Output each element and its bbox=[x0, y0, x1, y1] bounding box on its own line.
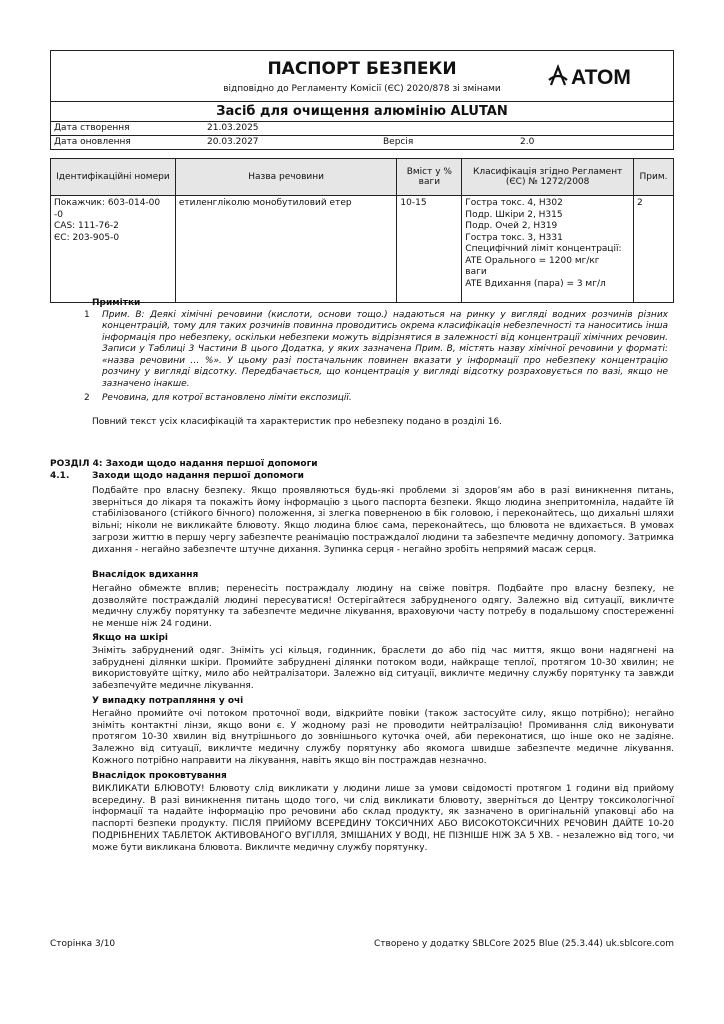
cell-substance-name: етиленгліколю монобутиловий етер bbox=[175, 196, 397, 303]
svg-text:ATOM: ATOM bbox=[571, 66, 631, 89]
first-aid-intro: Подбайте про власну безпеку. Якщо проявляються будь-які проблеми зі здоров’ям або в разі виникнення питань, зверніться до лікаря та покажіть йому інформацію з цього паспорта безпеки. Якщо людина знепритомніла, надайте їй стабілізованого (стійкого бічного) положення, зі злегка поверненою в бік головою, і переконайтесь, що дихальні шляхи вільні; ніколи не викликайте блювоту. Якщо людина блює сама, переконайтесь, що блювота не вдихається. В умовах загрози життю в першу чергу забезпечте реанімацію постраждалої людини та забезпечте медичну допомогу. Затримка дихання - негайно забезпечте штучне дихання. Зупинка серця - негайно зробіть непрямий масаж серця. bbox=[92, 486, 674, 555]
cell-content: 10-15 bbox=[397, 196, 462, 303]
ingestion-text: ВИКЛИКАТИ БЛЮВОТУ! Блювоту слід викликати у людини лише за умови свідомості протягом 1 години від прийому всередину. В разі виникнення питань щодо того, чи слід викликати блювоту, зверніться до Центру токсикологічної інформації та надайте інформацію про речовини або склад продукту, як зазначено в оригінальній упаковці або на паспорті безпеки продукту. ПІСЛЯ ПРИЙОМУ ВСЕРЕДИНУ ТОКСИЧНИХ АБО ВИСОКОТОКСИЧНИХ РЕЧОВИН ДАЙТЕ 10-20 ПОДРІБНЕНИХ ТАБЛЕТОК АКТИВОВАНОГО ВУГІЛЛЯ, ЗМІШАНИХ У ВОДІ, НЕ ПІЗНІШЕ НІЖ ЗА 5 ХВ. - незалежно від того, чи може бути викликана блювота. Викличте медичну службу порятунку. bbox=[92, 784, 674, 853]
atom-logo bbox=[547, 61, 665, 91]
cell-ids: Покажчик: 603-014-00 -0 CAS: 111-76-2 ЄС: 203-905-0 bbox=[51, 196, 176, 303]
document-header bbox=[50, 50, 674, 122]
version-value: 2.0 bbox=[520, 137, 535, 147]
eye-text: Негайно промийте очі потоком проточної води, відкрийте повіки (також застосуйте силу, якщо потрібно); негайно зніміть контактні лінзи, якщо вони є. У жодному разі не проводити нейтралізацію! Промивання слід виконувати протягом 10-30 хвилин від внутрішнього до зовнішнього куточка очей, аби переконатися, що інше око не задіяне. Залежно від ситуації, викличте медичну службу порятунку або якомога швидше забезпечте медичне лікування. Кожного потрібно направити на лікування, навіть якщо він постраждав незначно. bbox=[92, 709, 674, 766]
skin-text: Зніміть забруднений одяг. Зніміть усі кільця, годинник, браслети до або під час миття, якщо вони надягнені на забруднені ділянки шкіри. Промийте забруднені ділянки потоком води, найкраще теплої, протягом 10-30 хвилин; не використовуйте щітку, мило або нейтралізатори. Залежно від ситуації, викличте медичну службу порятунку та завжди забезпечуйте медичне лікування. bbox=[92, 646, 674, 692]
notes-heading: Примітки bbox=[92, 298, 141, 308]
subsection-number: 4.1. bbox=[50, 471, 70, 481]
created-date-row bbox=[50, 122, 674, 136]
notes-block bbox=[84, 298, 668, 405]
composition-table bbox=[50, 158, 674, 303]
cell-note: 2 bbox=[633, 196, 673, 303]
cell-classification: Гостра токс. 4, H302 Подр. Шкіри 2, H315 Подр. Очей 2, H319 Гостра токс. 3, H331 Специфічний ліміт концентрації: ATE Орального = 1200 мг/кг ваги ATE Вдихання (пара) = 3 мг/л bbox=[462, 196, 634, 303]
product-name: Засіб для очищення алюмінію ALUTAN bbox=[216, 104, 508, 119]
inhalation-text: Негайно обмежте вплив; перенесіть постраждалу людину на свіже повітря. Подбайте про власну безпеку, не дозволяйте постраждалій людині пересуватися! Остерігайтеся забрудненого одягу. Залежно від ситуації, викличте медичну службу порятунку та забезпечте медичне лікування, враховуючи часту потребу в подальшому спостереженні не менше ніж 24 години. bbox=[92, 584, 674, 630]
table-header-row bbox=[51, 159, 674, 196]
page-footer bbox=[50, 939, 674, 949]
document-title: ПАСПОРТ БЕЗПЕКИ bbox=[267, 59, 457, 79]
updated-date-row bbox=[50, 136, 674, 150]
regulation-subtitle: відповідно до Регламенту Комісії (ЄС) 2020/878 зі змінами bbox=[223, 84, 501, 94]
generator-credit: Створено у додатку SBLCore 2025 Blue (25.3.44) uk.sblcore.com bbox=[374, 939, 674, 949]
table-row bbox=[51, 196, 674, 303]
col-header-content: Вміст у % ваги bbox=[397, 159, 462, 196]
eye-heading: У випадку потрапляння у очі bbox=[92, 696, 244, 706]
created-value: 21.03.2025 bbox=[207, 123, 259, 133]
subsection-title: Заходи щодо надання першої допомоги bbox=[92, 471, 304, 481]
header-divider bbox=[51, 101, 673, 102]
section-heading: РОЗДІЛ 4: Заходи щодо надання першої допомоги bbox=[50, 459, 318, 469]
page-number: Сторінка 3/10 bbox=[50, 939, 116, 949]
created-label: Дата створення bbox=[54, 123, 130, 133]
col-header-ids: Ідентифікаційні номери bbox=[51, 159, 176, 196]
note-item: 2 Речовина, для котрої встановлено ліміти експозиції. bbox=[84, 393, 352, 403]
inhalation-heading: Внаслідок вдихання bbox=[92, 570, 199, 580]
col-header-classification: Класифікація згідно Регламент (ЄС) № 1272/2008 bbox=[462, 159, 634, 196]
skin-heading: Якщо на шкірі bbox=[92, 633, 169, 643]
col-header-name: Назва речовини bbox=[175, 159, 397, 196]
col-header-note: Прим. bbox=[633, 159, 673, 196]
subsection-heading bbox=[50, 471, 674, 483]
updated-value: 20.03.2027 bbox=[207, 137, 259, 147]
full-text-note: Повний текст усіх класифікацій та характеристик про небезпеку подано в розділі 16. bbox=[92, 417, 503, 427]
note-item: 1 Прим. B: Деякі хімічні речовини (кислоти, основи тощо.) надаються на ринку у вигляді водних розчинів різних концентрацій, тому для таких розчинів повинна проводитись окрема класифікація небезпечності та наноситись інша інформація про небезпеку, оскільки небезпеки можуть відрізнятися в залежності від концентрації хімічних речовин. Записи у Таблиці 3 Частини В цього Додатка, у яких зазначена Прим. B, містять назву хімічної речовини у форматі: «назва речовини … %». У цьому разі постачальник повинен вказати у інформації про небезпеку концентрацію розчину у вигляді відсотку. Передбачається, що концентрація у вигляді відсотку розраховується по вазі, якщо не зазначено інакше. bbox=[84, 309, 668, 389]
updated-label: Дата оновлення bbox=[54, 137, 131, 147]
ingestion-heading: Внаслідок проковтування bbox=[92, 771, 227, 781]
version-label: Версія bbox=[383, 137, 414, 147]
